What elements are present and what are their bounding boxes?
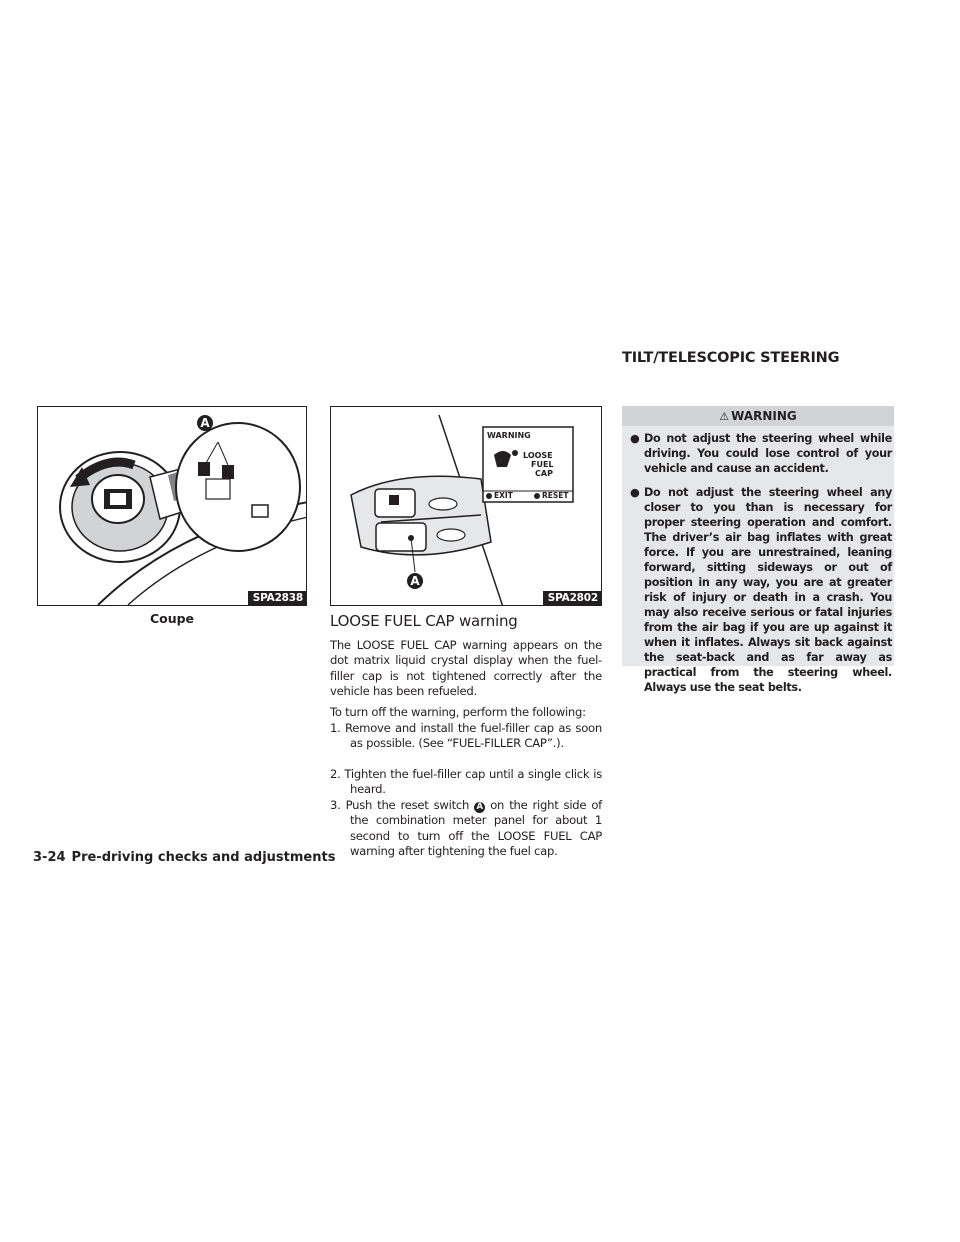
bullet-icon: ● [630,486,640,499]
display-line2: FUEL [531,460,554,469]
warning-title: WARNING [731,409,797,423]
figure-fuel-filler-door [37,406,307,606]
steering-switch-illustration [331,407,602,606]
chapter-title: Pre-driving checks and adjustments [71,850,336,865]
warning-item-2-text: Do not adjust the steering wheel any closer to you than is necessary for proper steering operation and comfort. The driver’s air bag inflates with great force. If you are unrestrained, leaning forward, sitting sideways or out of position in any way, you are at greater risk of injury or death in a crash. You may also receive serious or fatal injuries from the air bag if you are up against it when it inflates. Always sit back against the seat-back and as far away as practical from the steering wheel. Always use the seat belts. [644,486,892,694]
callout-a-left: A [197,415,213,431]
display-reset: RESET [542,491,569,500]
section-title: TILT/TELESCOPIC STEERING [622,350,840,366]
step-3-text-b: on the right side of the combination meter panel for about 1 second to turn off the LOOSE FUEL CAP warning after tightening the fuel cap. [350,798,602,858]
article-intro: The LOOSE FUEL CAP warning appears on the dot matrix liquid crystal display when the fuel-filler cap is not tightened correctly after the vehicle has been refueled. [330,638,602,698]
figure-code-right: SPA2802 [543,591,601,605]
display-title: WARNING [487,431,531,440]
step-3 [330,798,602,859]
figure-code-left: SPA2838 [248,591,306,605]
step-2: 2. Tighten the fuel-filler cap until a single click is heard. [330,767,602,797]
warning-box [622,406,894,694]
figure-caption-coupe: Coupe [149,611,195,626]
warning-item-1 [630,431,892,476]
article-lead: To turn off the warning, perform the following: [330,705,586,719]
warning-item-1-text: Do not adjust the steering wheel while driving. You could lose control of your vehicle and cause an accident. [644,432,892,475]
figure-reset-switch [330,406,602,606]
display-line1: LOOSE [523,451,553,460]
fuel-filler-illustration [38,407,307,606]
page-number: 3-24 [33,850,66,865]
warning-item-2 [630,485,892,695]
callout-a-right: A [407,573,423,589]
step-1: 1. Remove and install the fuel-filler cap as soon as possible. (See “FUEL-FILLER CAP”.). [330,721,602,751]
display-line3: CAP [535,469,553,478]
warning-triangle-icon: ⚠ [719,410,730,423]
display-exit: EXIT [494,491,513,500]
article-heading: LOOSE FUEL CAP warning [330,612,518,630]
warning-header [622,406,894,426]
step-3-text-a: 3. Push the reset switch [330,798,475,812]
callout-a-inline: A [474,802,485,813]
bullet-icon: ● [630,432,640,445]
page-footer [33,850,335,865]
